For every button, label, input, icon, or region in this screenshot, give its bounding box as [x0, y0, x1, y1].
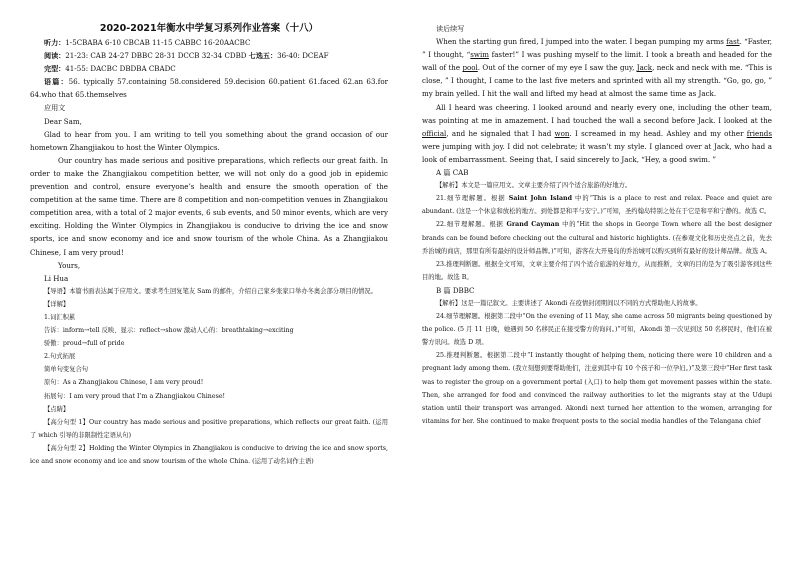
cloze-answers: [30, 62, 388, 75]
underlined-word: swim: [470, 50, 489, 60]
underlined-word: won: [554, 128, 570, 138]
letter-paragraph-2: Our country has made serious and positive preparations, which reflects our great faith. In order to make the Zhangjiakou competition better, we will not only do a good job in epidemic prevention and control, ensure everyone’s health and ensure the smooth operation of the competition at the same time. There are 8 competition and non-competition venues in Zhangjiakou competition area, with a total of 2 major events, 6 sub events, and 50 minor events, which are very exciting. Holding the Winter Olympics in Zhangjiakou is conducive to driving the ice and snow sports, ice and snow economy and ice and snow tourism of the whole China. As a Zhangjiakou Chinese, I am very proud!: [30, 155, 388, 257]
sentence-subheading: 简单句变复合句: [44, 366, 89, 374]
explanation-text: 21.细节理解题。根据: [436, 195, 509, 203]
story-text: , and he signaled that I had: [446, 128, 552, 138]
question-22-explanation: [422, 218, 772, 257]
underlined-word: Jack: [636, 63, 653, 73]
app-writing-label: 应用文: [44, 103, 66, 113]
cloze-text: 41-55: DACBC DBDBA CBADC: [65, 64, 176, 74]
original-sentence: 原句：As a Zhangjiakou Chinese, I am very proud!: [44, 379, 204, 387]
underlined-word: friends: [746, 128, 772, 138]
story-text: When the starting gun fired, I jumped into the water. I began pumping my arms: [436, 37, 724, 47]
letter-signature: Li Hua: [44, 273, 69, 283]
story-text: . Out of the corner of my eye I saw the guy,: [477, 63, 635, 73]
story-paragraph-2: [422, 101, 772, 166]
place-name: Grand Cayman: [506, 221, 560, 229]
highlight-sentence-1: 【高分句型 1】Our country has made serious and positive preparations, which reflects our great faith. (运用了 which 引导的非限制性定语从句): [30, 418, 388, 439]
underlined-word: pool: [462, 63, 478, 73]
reading-label: 阅读：: [44, 51, 66, 61]
letter-closing: Yours,: [58, 260, 81, 270]
letter-paragraph-1: Glad to hear from you. I am writing to tell you something about the grand occasion of our hometown Zhangjiakou to host the Winter Olympics.: [30, 129, 388, 152]
cloze-label: 完型：: [44, 64, 66, 74]
left-column: [30, 22, 388, 468]
question-21-explanation: [422, 192, 772, 218]
story-text: . I screamed in my head. Ashley and my other: [569, 128, 744, 138]
grammar-label: 语篇：: [44, 77, 69, 87]
continuation-writing-heading: 读后续写: [436, 24, 465, 33]
listening-answers: [30, 36, 388, 49]
vocab-heading: 1.词汇积累: [44, 313, 76, 321]
underlined-word: fast: [726, 37, 740, 47]
vocab-line-1: 告诉：inform→tell 反映、显示：reflect→show 激动人心的：breathtaking→exciting: [44, 327, 294, 335]
letter-salutation: Dear Sam,: [44, 116, 82, 126]
seven-choose-five-label: 七选五：: [248, 51, 278, 61]
section-b-answers: B 篇 DBBC: [436, 285, 475, 295]
explanation-text: 中的“This is a place to rest and relax. Peace and quiet are abundant. (这是一个休息和放松的地方。到处都是和平与安宁。)”可知，圣约翰岛特别之处在于它是和平和宁静的。故选 C。: [422, 195, 772, 216]
explanation-text: 中的“Hit the shops in George Town where all the best designer brands can be found before checking out the cultural and historic highlights. (在参观文化和历史亮点之前，先去乔治城的商店，那里有所有最好的设计师品牌。)”可知，游客在大开曼岛的乔治城可以购买到所有最好的设计师品牌。故选 A。: [422, 221, 772, 255]
highlight-sentence-2: 【高分句型 2】Holding the Winter Olympics in Zhangjiakou is conducive to driving the ice and snow sports, ice and snow economy and ice and snow tourism of the whole China. (运用了动名词作主语): [30, 444, 388, 465]
story-text: All I heard was cheering. I looked around and nearly every one, including the other team, was pointing at me in amazement. I had touched the wall a second before Jack. I looked at the: [422, 102, 772, 125]
question-24-explanation: 24.细节理解题。根据第二段中“On the evening of 11 May, she came across 50 migrants being questioned by the police. (5 月 11 日晚，她遇到 50 名移民正在接受警方的询问。)”可知，Akondi 第一次见到这 50 名移民时，他们在被警方讯问。故选 D 项。: [422, 313, 772, 347]
reading-answers: [30, 49, 388, 62]
highlight-heading: 【点睛】: [44, 405, 70, 413]
story-text: faster!” I was pushing myself to the limit. I took a breath and headed for the wall of the: [422, 50, 773, 73]
section-a-analysis: 【解析】本文是一篇应用文。文章主要介绍了四个适合旅游的好地方。: [436, 182, 632, 190]
grammar-text: 56. typically 57.containing 58.considered 59.decision 60.patient 61.faced 62.an 63.for 64.who that 65.themselves: [30, 77, 388, 100]
vocab-line-2: 骄傲：proud→full of pride: [44, 340, 125, 348]
right-column: [422, 22, 772, 428]
story-paragraph-1: [422, 35, 772, 100]
page-title: 2020-2021年衡水中学复习系列作业答案（十八）: [99, 23, 319, 34]
story-text: , neck and neck with me. “This is close, ” I thought, I came to the last five meters and sprinted with all my strength. “Go, go, go, ” my brain yelled. I hit the wall and lifted my head at almost the same time as Jack.: [422, 63, 772, 99]
seven-choose-five-text: 36-40: DCEAF: [277, 51, 329, 61]
grammar-answers: [30, 75, 388, 101]
sentence-heading: 2.句式拓展: [44, 353, 76, 361]
story-text: were jumping with joy. I did not celebrate; it wasn’t my style. I glanced over at Jack, who had a look of embarrassment. Seeing that, I said sincerely to Jack, “Hey, a good swim. ”: [422, 141, 772, 164]
listening-label: 听力：: [44, 38, 66, 47]
section-a-answers: A 篇 CAB: [436, 168, 469, 178]
explanation-text: 22.细节理解题。根据: [436, 221, 507, 229]
story-text: . “Faster, ” I thought, “: [422, 37, 772, 60]
listening-text: 1-5CBABA 6-10 CBCAB 11-15 CABBC 16-20AACBC: [65, 38, 251, 47]
section-b-analysis: 【解析】这是一篇记叙文。主要讲述了 Akondi 在疫情封闭期间以不同的方式帮助他人的故事。: [436, 299, 702, 307]
underlined-word: official: [422, 128, 447, 138]
reading-text: 21-23: CAB 24-27 DBBC 28-31 DCCB 32-34 CDBD: [65, 51, 247, 61]
guide-note: 【导语】本篇书面表达属于应用文。要求考生回复笔友 Sam 的邮件，介绍自己家乡张家口举办冬奥会部分项目的情况。: [44, 287, 377, 295]
question-25-explanation: 25.推理判断题。根据第二段中“I instantly thought of helping them, noticing there were 10 children and a pregnant lady among them. (我立刻想到要帮助他们，注意到其中有 10 个孩子和一位孕妇。)”及第三段中“Her first task was to register the group on a government portal (入口) to help them get movement passes within the state. Then, she arranged for food and convinced the railway authorities to let the migrants stay at the Udupi station until their transport was arranged. Akondi next turned her attention to the women, arranging for vitamins for her. She continued to make frequent posts to the social media handles of the Telangana chief: [422, 352, 772, 425]
detail-heading: 【详解】: [44, 300, 70, 308]
place-name: Saint John Island: [508, 195, 573, 203]
question-23-explanation: 23.推理判断题。根据全文可知，文章主要介绍了四个适合旅游的好地方，从而推断，文章的目的是为了吸引游客到这些目的地。故选 B。: [422, 260, 772, 281]
expanded-sentence: 拓展句：I am very proud that I’m a Zhangjiakou Chinese!: [44, 392, 226, 400]
